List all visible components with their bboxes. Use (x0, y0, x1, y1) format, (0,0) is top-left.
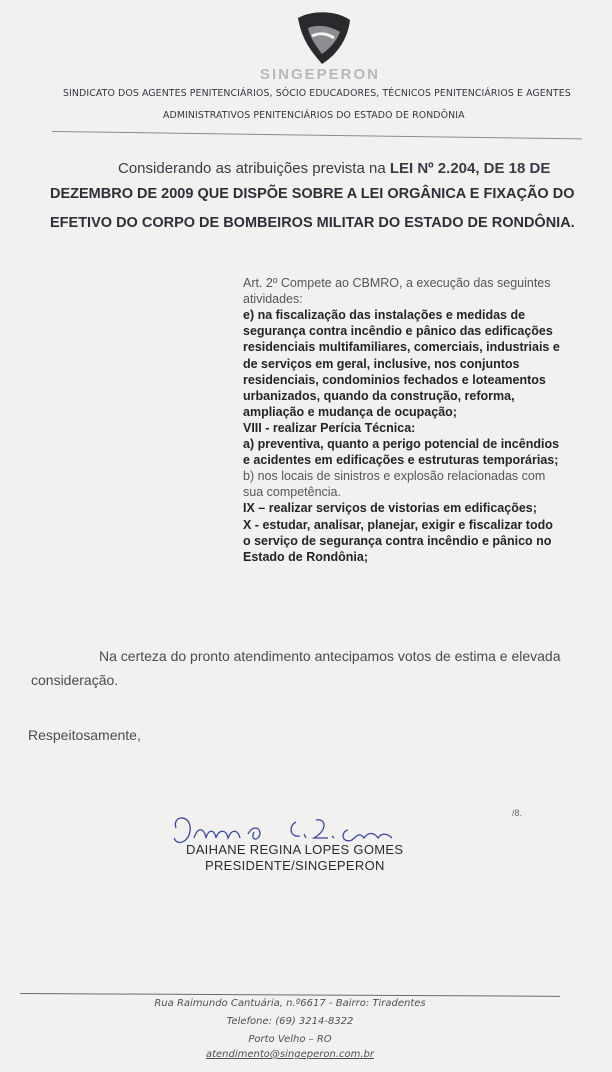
signatory-name: DAIHANE REGINA LOPES GOMES (186, 842, 404, 857)
article-line: IX – realizar serviços de vistorias em edificações; (243, 501, 537, 516)
footer-address: Rua Raimundo Cantuária, n.º6617 - Bairro: Tiradentes (154, 998, 426, 1009)
article-line: VIII - realizar Perícia Técnica: (243, 420, 416, 435)
article-line: X - estudar, analisar, planejar, exigir e fiscalizar todo (243, 517, 553, 532)
letterhead-line-1: SINDICATO DOS AGENTES PENITENCIÁRIOS, SÓCIO EDUCADORES, TÉCNICOS PENITENCIÁRIOS E AGENTES (63, 88, 571, 99)
closing-line-1: Na certeza do pronto atendimento antecipamos votos de estima e elevada (99, 648, 561, 664)
article-line: e) na fiscalização das instalações e medidas de (243, 308, 526, 323)
article-line: Estado de Rondônia; (243, 549, 368, 564)
article-line: residenciais multifamiliares, comerciais, industriais e (243, 340, 560, 355)
article-line: e acidentes em edificações e estruturas temporárias; (243, 453, 559, 468)
closing-line-2: consideração. (31, 672, 119, 688)
signatory-role: PRESIDENTE/SINGEPERON (205, 858, 385, 873)
header-divider (52, 131, 582, 139)
article-line: urbanizados, quando da construção, reforma, (243, 388, 515, 403)
article-line: de serviços em geral, inclusive, nos conjuntos (243, 356, 520, 371)
article-line: a) preventiva, quanto a perigo potencial de incêndios (243, 437, 560, 451)
article-line: sua competência. (243, 485, 341, 500)
regards: Respeitosamente, (28, 727, 141, 743)
article-line: residenciais, condominios fechados e loteamentos (243, 372, 546, 387)
article-line: segurança contra incêndio e pânico das edificações (243, 324, 553, 339)
footer-divider (20, 993, 560, 997)
footer-city: Porto Velho – RO (248, 1034, 332, 1045)
article-line: b) nos locais de sinistros e explosão relacionadas com (243, 469, 546, 484)
article-line: o serviço de segurança contra incêndio e pânico no (243, 533, 552, 548)
footer-phone: Telefone: (69) 3214-8322 (226, 1016, 354, 1027)
letterhead-line-2: ADMINISTRATIVOS PENITENCIÁRIOS DO ESTADO DE RONDÔNIA (163, 110, 465, 121)
law-reference: LEI Nº 2.204, DE 18 DE (389, 160, 551, 177)
logo-wordmark: SINGEPERON (259, 66, 381, 83)
intro-line-2: DEZEMBRO DE 2009 QUE DISPÕE SOBRE A LEI ORGÂNICA E FIXAÇÃO DO (50, 186, 575, 202)
article-line: atividades: (243, 292, 303, 307)
intro-line-3: EFETIVO DO CORPO DE BOMBEIROS MILITAR DO ESTADO DE RONDÔNIA. (50, 215, 575, 231)
article-line: Art. 2º Compete ao CBMRO, a execução das seguintes (243, 276, 551, 290)
intro-line-1 (118, 160, 550, 177)
intro-prefix: Considerando as atribuições prevista na (118, 160, 390, 177)
article-line: ampliação e mudança de ocupação; (243, 404, 457, 419)
union-logo-icon (292, 8, 354, 66)
footer-email-link[interactable]: atendimento@singeperon.com.br (205, 1049, 374, 1060)
margin-mark: /8. (512, 808, 523, 818)
